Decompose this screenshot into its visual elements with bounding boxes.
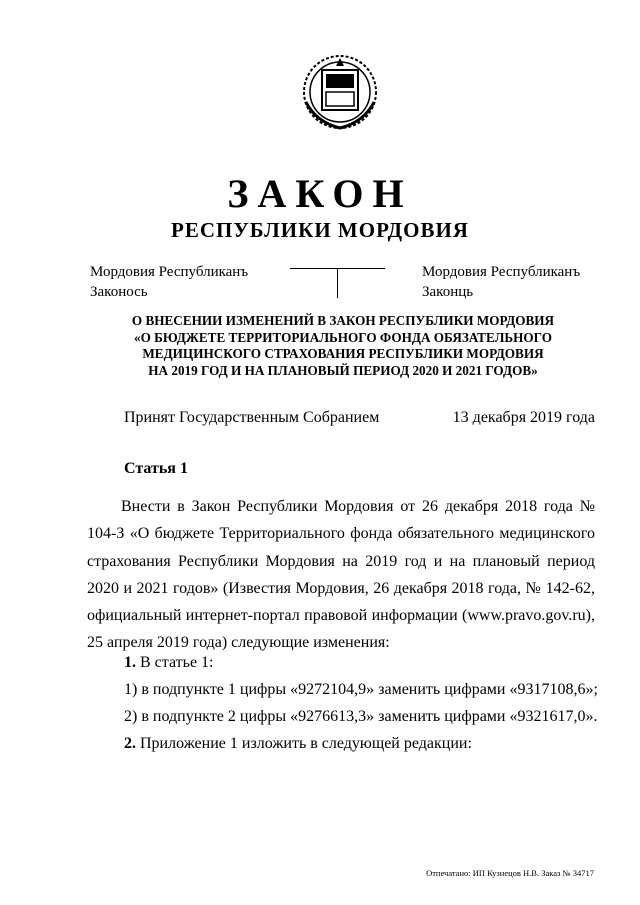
item-text: 2) в подпункте 2 цифры «9276613,3» заменить цифрами «9321617,0».	[124, 708, 598, 725]
heading-line: «О БЮДЖЕТЕ ТЕРРИТОРИАЛЬНОГО ФОНДА ОБЯЗАТЕЛЬНОГО	[134, 329, 552, 345]
emblem-icon	[296, 52, 384, 132]
adoption-date: 13 декабря 2019 года	[452, 409, 595, 426]
list-item	[124, 681, 598, 699]
list-item	[124, 735, 472, 753]
article-heading: Статья 1	[124, 460, 188, 477]
adopted-by: Принят Государственным Собранием	[124, 409, 380, 426]
list-item	[124, 654, 213, 672]
moksha-title	[90, 262, 248, 302]
erzya-title-line: Мордовия Республиканъ	[422, 264, 581, 280]
list-item	[124, 708, 598, 726]
divider-vertical	[337, 268, 338, 298]
item-text: 1) в подпункте 1 цифры «9272104,9» заменить цифрами «9317108,6»;	[124, 681, 598, 698]
heading-line: МЕДИЦИНСКОГО СТРАХОВАНИЯ РЕСПУБЛИКИ МОРДОВИЯ	[142, 346, 544, 361]
law-heading	[90, 313, 596, 379]
heading-line: О ВНЕСЕНИИ ИЗМЕНЕНИЙ В ЗАКОН РЕСПУБЛИКИ МОРДОВИЯ	[131, 313, 555, 328]
item-text: В статье 1:	[136, 654, 214, 671]
item-number: 1.	[124, 654, 136, 671]
moksha-title-line: Законось	[90, 284, 148, 300]
moksha-title-line: Мордовия Республиканъ	[90, 264, 249, 280]
erzya-title-line: Законць	[422, 284, 474, 300]
item-text: Приложение 1 изложить в следующей редакции:	[136, 735, 472, 752]
heading-line: НА 2019 ГОД И НА ПЛАНОВЫЙ ПЕРИОД 2020 И 2021 ГОДОВ»	[148, 362, 538, 378]
law-title: ЗАКОН	[227, 171, 413, 216]
article-paragraph: Внести в Закон Республики Мордовия от 26 декабря 2018 года № 104-З «О бюджете Территориального фонда обязательного медицинского страхования Республики Мордовия на 2019 год и на плановый период 2020 и 2021 годов» (Известия Мордовия, 26 декабря 2018 года, № 142-62, официальный интернет-портал правовой информации (www.pravo.gov.ru), 25 апреля 2019 года) следующие изменения:	[87, 498, 595, 652]
law-subtitle: РЕСПУБЛИКИ МОРДОВИЯ	[171, 218, 469, 242]
print-footer: Отпечатано: ИП Кузнецов Н.В. Заказ № 34717	[426, 868, 594, 878]
erzya-title	[422, 262, 580, 302]
item-number: 2.	[124, 735, 136, 752]
